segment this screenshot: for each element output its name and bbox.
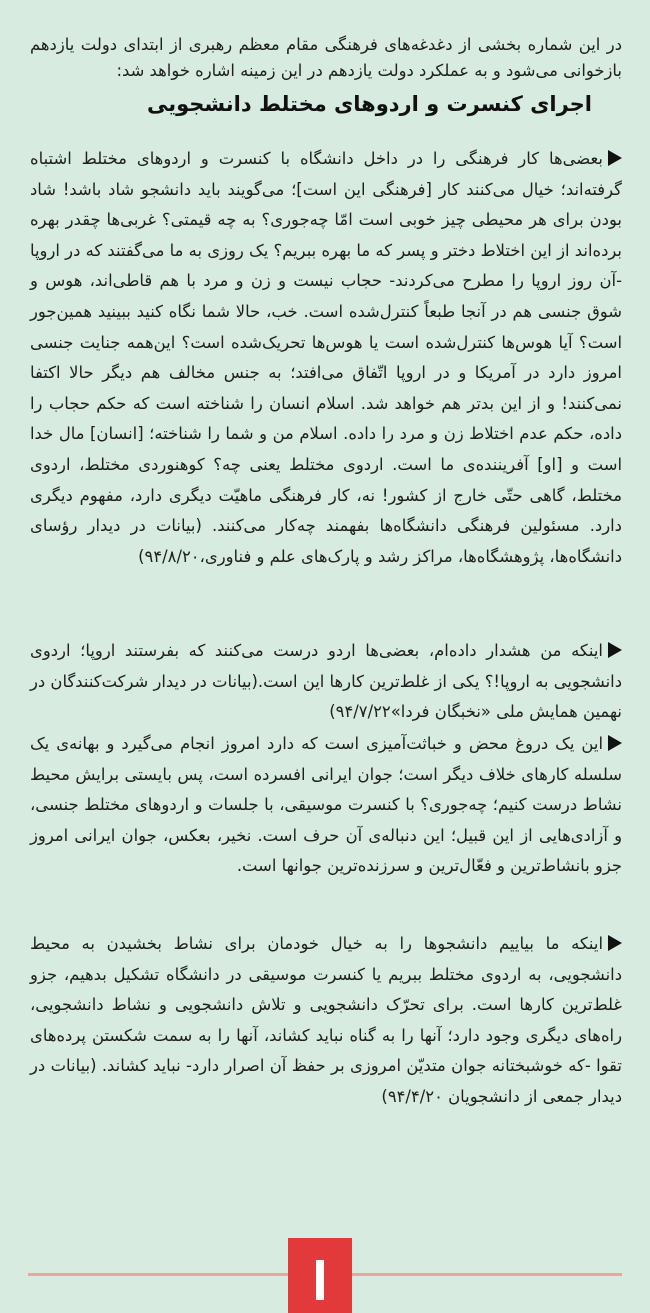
article <box>30 0 622 1106</box>
paragraph-4 <box>30 929 622 1113</box>
page-marker-bar-icon <box>316 1260 324 1300</box>
bullet-pointer-icon <box>608 935 622 951</box>
bullet-pointer-icon <box>608 642 622 658</box>
bullet-pointer-icon <box>608 150 622 166</box>
paragraph-text: اینکه ما بیاییم دانشجوها را به خیال خودمان برای نشاط بخشیدن به محیط دانشجویی، به اردوی مختلط ببریم یا کنسرت موسیقی در دانشگاه تشکیل بدهیم، جزو غلط‌ترین کارها است. برای تحرّک دانشجویی و تلاش دانشجویی و نشاط دانشجویی، راه‌های دیگری وجود دارد؛ آنها را به گناه نباید کشاند، آنها را به سمت شکستن پرده‌های تقوا -که خوشبختانه جوان متدیّن امروزی بر حفظ آن اصرار دارد- نباید کشاند. (بیانات در دیدار جمعی از دانشجویان ۹۴/۴/۲۰) <box>30 934 622 1106</box>
paragraph-1 <box>30 144 622 572</box>
section-heading: اجرای کنسرت و اردوهای مختلط دانشجویی <box>146 92 592 116</box>
bullet-pointer-icon <box>608 735 622 751</box>
paragraph-text: این یک دروغ محض و خباثت‌آمیزی است که دارد امروز انجام می‌گیرد و بهانه‌ی یک سلسله کارهای خلاف دیگر است؛ جوان ایرانی افسرده است، پس بایستی برایش محیط نشاط درست کنیم؛ چه‌جوری؟ با کنسرت موسیقی، با جلسات و اردوهای مختلط جنسی، و آزادی‌هایی از این قبیل؛ این دنباله‌ی آن حرف است. نخیر، بعکس، جوان ایرانی امروز جزو بانشاط‌ترین و فعّال‌ترین و سرزنده‌ترین جوانها است. <box>30 734 622 876</box>
paragraph-text: بعضی‌ها کار فرهنگی را در داخل دانشگاه با کنسرت و اردوهای مختلط اشتباه گرفته‌اند؛ خیال می‌کنند کار [فرهنگی این است]؛ می‌گویند باید دانشجو شاد باشد! شاد بودن برای هر محیطی چیز خوبی است امّا چه‌جوری؟ به چه قیمتی؟ غربی‌ها چقدر بهره برده‌اند از این اختلاط دختر و پسر که ما بهره ببریم؟ یک روزی به ما می‌گفتند که در اروپا -آن روز اروپا را مطرح می‌کردند- حجاب نیست و زن و مرد با هم قاطی‌اند، هوس و شوق جنسی هم در آنجا طبعاً کنترل‌شده است. خب، حالا شما نگاه کنید ببینید همین‌جور است؟ آیا هوس‌ها کنترل‌شده است یا هوس‌ها تحریک‌شده است؟ این‌همه جنایت جنسی امروز دارد در آمریکا و در اروپا اتّفاق می‌افتد؛ به جنس مخالف هم دیگر حالا اکتفا نمی‌کنند! و از این بدتر هم خواهد شد. اسلام انسان را شناخته است که حکم حجاب را داده، حکم عدم اختلاط زن و مرد را داده. اسلام من و شما را شناخته؛ [انسان] مال خدا است و [او] آفریننده‌ی ما است. اردوی مختلط یعنی چه؟ کوهنوردی مختلط، اردوی مختلط، گاهی حتّی خارج از کشور! نه، کار فرهنگی ماهیّت دیگری دارد، مفهوم دیگری دارد. مسئولین فرهنگی دانشگاه‌ها بفهمند چه‌کار می‌کنند. (بیانات در دیدار رؤسای دانشگاه‌ها، پژوهشگاه‌ها، مراکز رشد و پارک‌های علم و فناوری،۹۴/۸/۲۰) <box>30 149 622 566</box>
paragraph-3 <box>30 729 622 882</box>
page-marker-badge <box>288 1238 352 1313</box>
intro-text: در این شماره بخشی از دغدغه‌های فرهنگی مقام معظم رهبری از ابتدای دولت یازدهم بازخوانی می‌شود و به عملکرد دولت یازدهم در این زمینه اشاره خواهد شد: <box>30 35 622 80</box>
paragraph-text: اینکه من هشدار داده‌ام، بعضی‌ها اردو درست می‌کنند که بفرستند اروپا؛ اردوی دانشجویی به اروپا!؟ یکی از غلط‌ترین کارها این است.(بیانات در دیدار شرکت‌کنندگان در نهمین همایش ملی «نخبگان فردا»۹۴/۷/۲۲) <box>30 641 622 722</box>
paragraph-2 <box>30 636 622 728</box>
